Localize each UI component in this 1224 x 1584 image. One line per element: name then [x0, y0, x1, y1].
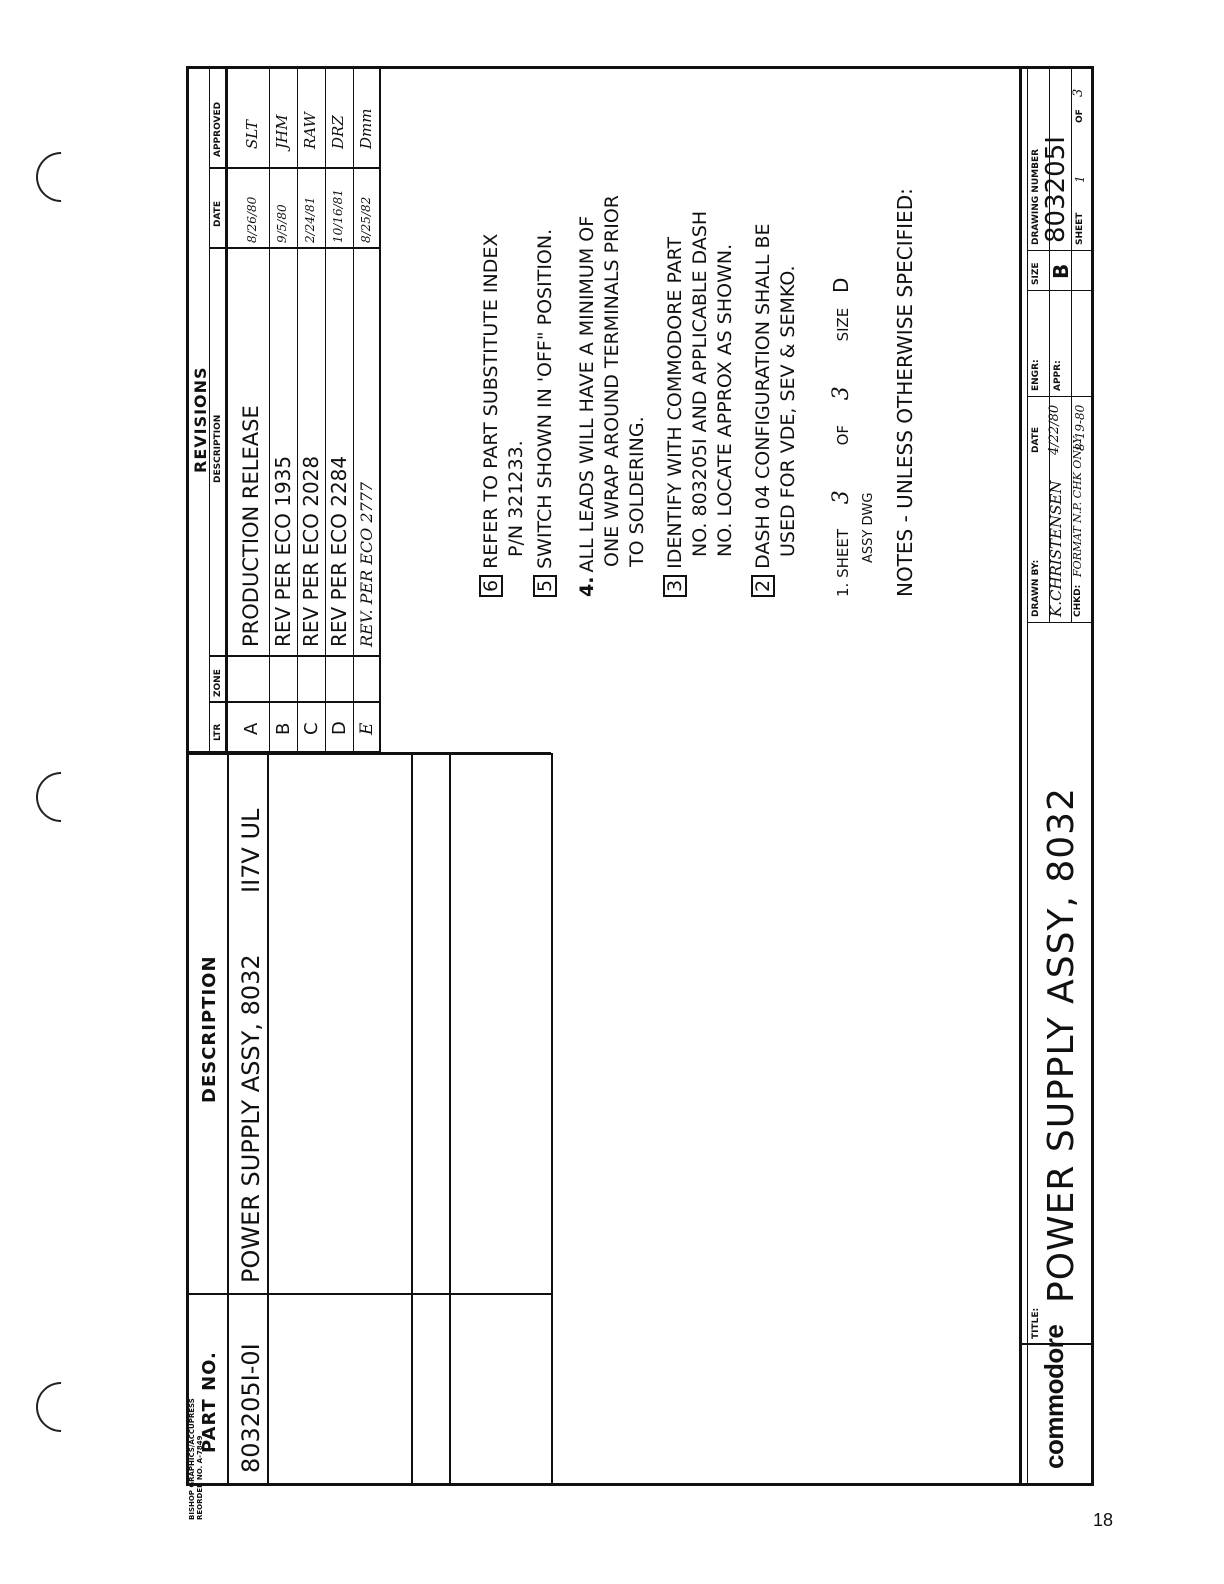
printer-credit-line-2: REORDER NO. A-7849: [196, 1435, 204, 1520]
binder-hole-bottom: [26, 1372, 97, 1443]
rev-row-d-desc: REV PER ECO 2284: [327, 455, 351, 647]
rev-row-b-approved: JHM: [273, 114, 291, 149]
sheet-number: 1: [1073, 175, 1087, 183]
rev-row-a-date: 8/26/80: [245, 196, 259, 243]
drawing-title: POWER SUPPLY ASSY, 8032: [1041, 787, 1082, 1303]
drawing-number-label: DRAWING NUMBER: [1031, 148, 1041, 245]
part-voltage: II7V UL: [237, 808, 265, 893]
rev-row-e-approved: Dmm: [357, 108, 375, 149]
binder-hole-top: [26, 142, 97, 213]
size-label: SIZE: [1031, 262, 1041, 285]
note-2-marker: 2: [751, 575, 775, 597]
title-label: TITLE:: [1031, 1307, 1041, 1339]
rev-row-d-ltr: D: [329, 721, 350, 735]
rev-header-approved: APPROVED: [213, 101, 223, 157]
company-logo: commodore: [1039, 1324, 1069, 1469]
chkd-value: FORMAT: [1071, 526, 1084, 577]
revisions-title: REVISIONS: [191, 366, 210, 473]
page-number: 18: [1093, 1510, 1114, 1530]
chkd-label: CHKD:: [1073, 584, 1083, 617]
rev-row-d-approved: DRZ: [329, 115, 347, 149]
drawn-date: 4/22/80: [1047, 404, 1062, 455]
parts-header-part-no: PART NO.: [199, 1351, 220, 1453]
chkd-note: N.P. CHK ONLY: [1071, 436, 1084, 523]
rev-row-a-ltr: A: [241, 722, 262, 735]
drawing-number: 803205I: [1041, 136, 1071, 243]
note-1-marker: 1.: [834, 582, 852, 597]
note-1-size-value: D: [829, 277, 853, 293]
note-1: [829, 278, 856, 597]
drawn-by-label: DRAWN BY:: [1031, 559, 1041, 617]
note-6-line-2: P/N 321233.: [505, 440, 527, 557]
part-number: 803205I-0I: [237, 1343, 265, 1473]
drawn-by-name: K.CHRISTENSEN: [1047, 480, 1065, 617]
note-3-line-1: IDENTIFY WITH COMMODORE PART: [664, 236, 686, 569]
note-6: [479, 234, 529, 597]
note-3-marker: 3: [663, 575, 687, 597]
note-4: [575, 195, 650, 597]
note-4-line-2: ONE WRAP AROUND TERMINALS PRIOR: [601, 195, 623, 567]
engr-label: ENGR:: [1031, 359, 1041, 391]
drawing-landscape: [189, 69, 1091, 1483]
note-1-assy-dwg: ASSY DWG: [861, 492, 876, 563]
rev-header-ltr: LTR: [213, 723, 223, 741]
note-5: [533, 229, 558, 597]
rev-row-d-date: 10/16/81: [331, 189, 345, 243]
rev-row-e-ltr: E: [357, 722, 377, 735]
size-value: B: [1049, 263, 1073, 279]
rev-header-description: DESCRIPTION: [213, 414, 223, 483]
notes-footer: NOTES - UNLESS OTHERWISE SPECIFIED:: [893, 188, 917, 597]
binder-hole-middle: [26, 762, 97, 833]
rev-row-e-date: 8/25/82: [359, 196, 373, 243]
note-1-sheet-label: SHEET: [834, 528, 852, 578]
sheet-of-total: 3: [1071, 88, 1086, 97]
sheet-label: SHEET: [1075, 212, 1085, 245]
note-4-line-3: TO SOLDERING.: [626, 416, 648, 567]
date-label: DATE: [1031, 426, 1041, 453]
rev-row-a-approved: SLT: [243, 119, 261, 149]
note-5-marker: 5: [533, 575, 557, 597]
note-3: [663, 211, 738, 597]
note-2-line-2: USED FOR VDE, SEV & SEMKO.: [777, 265, 799, 557]
rev-header-date: DATE: [213, 200, 223, 227]
rev-row-a-desc: PRODUCTION RELEASE: [239, 405, 263, 647]
part-description: POWER SUPPLY ASSY, 8032: [237, 954, 265, 1283]
sheet-of-label: OF: [1075, 109, 1085, 123]
rev-row-b-date: 9/5/80: [275, 204, 289, 243]
appr-label: APPR:: [1053, 360, 1063, 391]
chkd-date: 8-19-80: [1073, 404, 1087, 451]
note-3-line-2: NO. 803205I AND APPLICABLE DASH: [689, 210, 711, 557]
rev-row-c-approved: RAW: [301, 112, 319, 149]
printer-credit-line-1: BISHOP GRAPHICS/ACCUPRESS: [188, 1398, 196, 1520]
rev-row-e-desc: REV. PER ECO 2777: [357, 481, 376, 647]
rev-row-c-ltr: C: [301, 722, 322, 735]
note-1-sheet-number: 3: [829, 490, 854, 505]
note-1-size-label: SIZE: [834, 307, 852, 342]
note-6-line-1: REFER TO PART SUBSTITUTE INDEX: [480, 233, 502, 569]
note-3-line-3: NO. LOCATE APPROX AS SHOWN.: [714, 243, 736, 557]
note-4-marker: 4.: [576, 576, 598, 597]
rev-row-b-desc: REV PER ECO 1935: [271, 455, 295, 647]
rev-row-c-desc: REV PER ECO 2028: [299, 455, 323, 647]
note-6-marker: 6: [479, 575, 503, 597]
note-2: [751, 223, 801, 597]
note-5-line-1: SWITCH SHOWN IN 'OFF" POSITION.: [534, 228, 556, 569]
rev-row-c-date: 2/24/81: [303, 196, 317, 243]
rev-row-b-ltr: B: [273, 722, 294, 735]
note-1-of-total: 3: [829, 386, 854, 401]
rev-header-zone: ZONE: [213, 669, 223, 697]
drawing-sheet: [186, 66, 1094, 1486]
parts-header-description: DESCRIPTION: [199, 955, 220, 1103]
note-2-line-1: DASH 04 CONFIGURATION SHALL BE: [752, 223, 774, 569]
note-4-line-1: ALL LEADS WILL HAVE A MINIMUM OF: [576, 215, 598, 573]
note-1-of-label: OF: [834, 424, 852, 446]
